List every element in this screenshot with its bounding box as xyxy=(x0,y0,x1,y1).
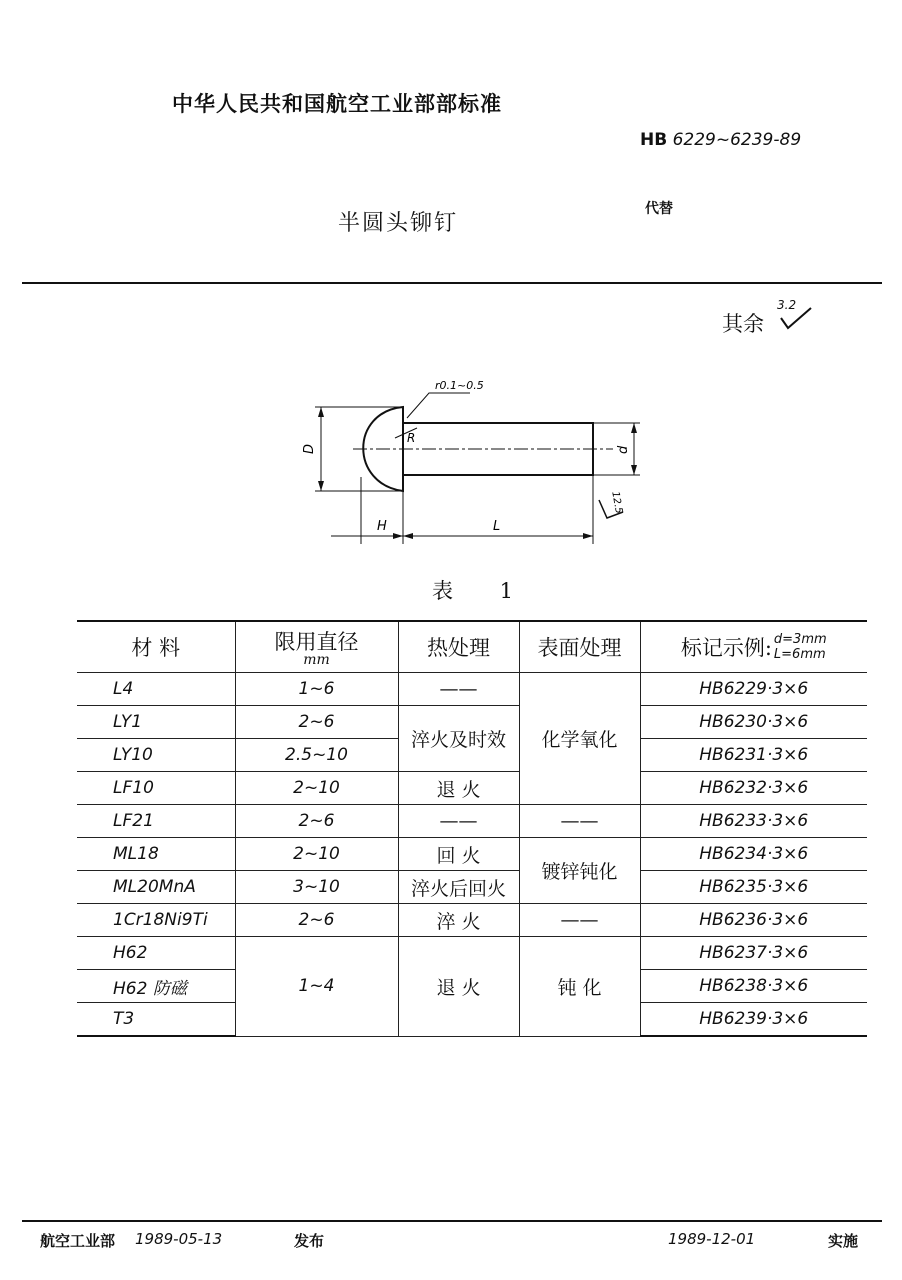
diameter-cell: 3~10 xyxy=(235,871,398,904)
material-cell: T3 xyxy=(77,1003,235,1037)
footer-issue-date: 1989-05-13 xyxy=(135,1230,223,1248)
diameter-cell: 2~10 xyxy=(235,772,398,805)
standard-prefix: HB xyxy=(640,130,668,150)
mark-cell: HB6231·3×6 xyxy=(640,739,867,772)
surface-cell: —— xyxy=(519,805,640,838)
issuing-organization: 中华人民共和国航空工业部部标准 xyxy=(172,92,502,116)
shank-roughness-value: 12.5 xyxy=(609,490,625,515)
rivet-drawing xyxy=(295,372,655,552)
material-cell: 1Cr18Ni9Ti xyxy=(77,904,235,937)
header-example-label: 标记示例: xyxy=(680,636,772,660)
heat-cell: 退 火 xyxy=(398,937,519,1037)
heat-cell: 淬火后回火 xyxy=(398,871,519,904)
heat-cell: 淬火及时效 xyxy=(398,706,519,772)
footer-issue-label: 发布 xyxy=(294,1232,325,1250)
table-row xyxy=(77,871,867,904)
material-cell: LF10 xyxy=(77,772,235,805)
mark-cell: HB6236·3×6 xyxy=(640,904,867,937)
standard-number xyxy=(640,130,801,150)
label-D: D xyxy=(302,443,317,454)
mark-cell: HB6229·3×6 xyxy=(640,673,867,706)
roughness-other-value: 3.2 xyxy=(777,298,797,312)
label-H: H xyxy=(377,519,387,534)
diameter-cell: 2.5~10 xyxy=(235,739,398,772)
material-cell: H62 xyxy=(77,937,235,970)
table-row xyxy=(77,706,867,739)
diameter-cell: 2~6 xyxy=(235,706,398,739)
diameter-cell: 1~6 xyxy=(235,673,398,706)
footer-issuer: 航空工业部 xyxy=(40,1232,116,1250)
diameter-cell: 2~6 xyxy=(235,805,398,838)
fillet-note: r0.1~0.5 xyxy=(435,379,484,392)
header-diameter xyxy=(235,621,398,673)
header-marking-example xyxy=(640,621,867,673)
table-row xyxy=(77,772,867,805)
header-material: 材 料 xyxy=(77,621,235,673)
footer-implement-date: 1989-12-01 xyxy=(668,1230,756,1248)
header-divider xyxy=(22,282,882,284)
header-example-L: L=6mm xyxy=(773,647,826,662)
table-row xyxy=(77,838,867,871)
material-cell: LY10 xyxy=(77,739,235,772)
material-cell: LY1 xyxy=(77,706,235,739)
mark-cell: HB6237·3×6 xyxy=(640,937,867,970)
surface-cell: 钝 化 xyxy=(519,937,640,1037)
material-cell: H62 防磁 xyxy=(77,970,235,1003)
mark-cell: HB6232·3×6 xyxy=(640,772,867,805)
label-R: R xyxy=(407,431,416,445)
heat-cell: 退 火 xyxy=(398,772,519,805)
header-example-d: d=3mm xyxy=(773,632,827,647)
material-cell: LF21 xyxy=(77,805,235,838)
header-heat-treatment: 热处理 xyxy=(398,621,519,673)
mark-cell: HB6233·3×6 xyxy=(640,805,867,838)
heat-cell: 淬 火 xyxy=(398,904,519,937)
standard-range: 6229~6239-89 xyxy=(672,130,802,150)
footer-implement-label: 实施 xyxy=(828,1232,859,1250)
header-diameter-unit: mm xyxy=(303,652,330,668)
mark-cell: HB6230·3×6 xyxy=(640,706,867,739)
table-row xyxy=(77,904,867,937)
header-diameter-label: 限用直径 xyxy=(274,630,359,654)
replaces-label: 代替 xyxy=(645,201,673,217)
table-row xyxy=(77,673,867,706)
table-row xyxy=(77,805,867,838)
diameter-cell: 2~6 xyxy=(235,904,398,937)
mark-cell: HB6238·3×6 xyxy=(640,970,867,1003)
material-cell: ML18 xyxy=(77,838,235,871)
heat-cell: —— xyxy=(398,673,519,706)
material-cell: L4 xyxy=(77,673,235,706)
surface-cell: 化学氧化 xyxy=(519,673,640,805)
label-d: d xyxy=(616,445,631,454)
material-cell: ML20MnA xyxy=(77,871,235,904)
footer-divider xyxy=(22,1220,882,1222)
mark-cell: HB6234·3×6 xyxy=(640,838,867,871)
header-surface-treatment: 表面处理 xyxy=(519,621,640,673)
heat-cell: 回 火 xyxy=(398,838,519,871)
diameter-cell: 1~4 xyxy=(235,937,398,1037)
mark-cell: HB6235·3×6 xyxy=(640,871,867,904)
surface-cell: —— xyxy=(519,904,640,937)
heat-cell: —— xyxy=(398,805,519,838)
rivet-material-table xyxy=(77,620,867,1037)
table-caption: 表 1 xyxy=(432,579,534,603)
document-title: 半圆头铆钉 xyxy=(338,211,459,236)
roughness-other-label: 其余 xyxy=(722,312,764,336)
roughness-check-icon xyxy=(779,306,813,332)
mark-cell: HB6239·3×6 xyxy=(640,1003,867,1037)
diameter-cell: 2~10 xyxy=(235,838,398,871)
surface-cell: 镀锌钝化 xyxy=(519,838,640,904)
table-row xyxy=(77,937,867,970)
label-L: L xyxy=(493,519,501,534)
